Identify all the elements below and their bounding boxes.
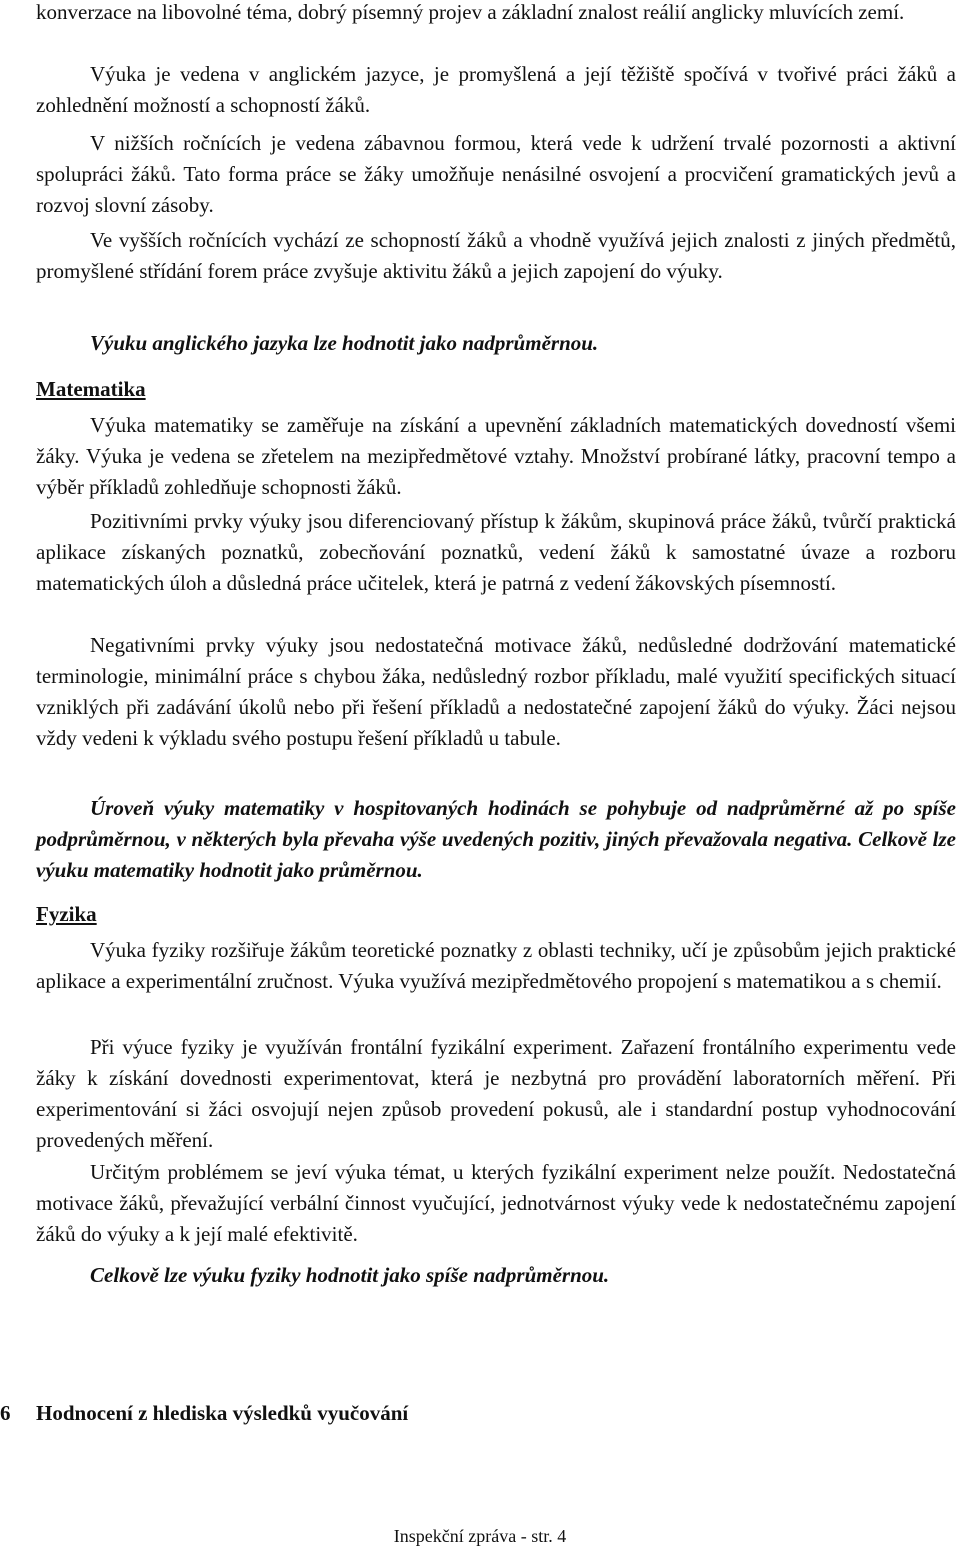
paragraph-physics-1: Výuka fyziky rozšiřuje žákům teoretické poznatky z oblasti techniky, učí je způsobům jejich praktické aplikace a experimentální zručnost. Výuka využívá mezipředmětového propojení s matematikou a s chemií. bbox=[36, 938, 956, 993]
math-summary: Úroveň výuky matematiky v hospitovaných hodinách se pohybuje od nadprůměrné až po spíše podprůměrnou, v některých byla převaha výše uvedených pozitiv, jiných převažovala negativa. Celkově lze výuku matematiky hodnotit jako průměrnou. bbox=[36, 796, 956, 882]
paragraph-math-3: Negativními prvky výuky jsou nedostatečná motivace žáků, nedůsledné dodržování matematické terminologie, minimální práce s chybou žáka, nedůsledný rozbor příkladu, malé využití specifických situací vzniklých při zadávání úkolů nebo při řešení příkladů a nedostatečné zapojení žáků do výuky. Žáci nejsou vždy vedeni k výkladu svého postupu řešení příkladů u tabule. bbox=[36, 633, 956, 750]
physics-summary: Celkově lze výuku fyziky hodnotit jako spíše nadprůměrnou. bbox=[90, 1263, 610, 1287]
paragraph-physics-2: Při výuce fyziky je využíván frontální fyzikální experiment. Zařazení frontálního experimentu vede žáky k získání dovednosti experimentovat, která je nezbytná pro provádění laboratorních měření. Při experimentování si žáci osvojují nejen způsob provedení pokusů, ale i standardní postup vyhodnocování provedených měření. bbox=[36, 1035, 956, 1152]
paragraph-english-3: V nižších ročnících je vedena zábavnou formou, která vede k udržení trvalé pozornosti a aktivní spolupráci žáků. Tato forma práce se žáky umožňuje nenásilné osvojení a procvičení gramatických jevů a rozvoj slovní zásoby. bbox=[36, 131, 956, 217]
paragraph-physics-3: Určitým problémem se jeví výuka témat, u kterých fyzikální experiment nelze použít. Nedostatečná motivace žáků, převažující verbální činnost vyučující, jednotvárnost výuky vede k nedostatečnému zapojení žáků do výuky a k její malé efektivitě. bbox=[36, 1160, 956, 1246]
paragraph-english-1: konverzace na libovolné téma, dobrý písemný projev a základní znalost reálií anglicky mluvících zemí. bbox=[36, 0, 905, 24]
chapter-title: Hodnocení z hlediska výsledků vyučování bbox=[36, 1401, 409, 1425]
page-footer: Inspekční zpráva - str. 4 bbox=[393, 1526, 567, 1546]
paragraph-english-2: Výuka je vedena v anglickém jazyce, je promyšlená a její těžiště spočívá v tvořivé práci žáků a zohlednění možností a schopností žáků. bbox=[36, 62, 956, 117]
paragraph-english-4: Ve vyšších ročnících vychází ze schopností žáků a vhodně využívá jejich znalosti z jiných předmětů, promyšlené střídání forem práce zvyšuje aktivitu žáků a jejich zapojení do výuky. bbox=[36, 228, 956, 283]
heading-matematika: Matematika bbox=[36, 377, 146, 401]
chapter-number: 6 bbox=[0, 1401, 11, 1425]
paragraph-math-1: Výuka matematiky se zaměřuje na získání a upevnění základních matematických dovedností všemi žáky. Výuka je vedena se zřetelem na mezipředmětové vztahy. Množství probírané látky, pracovní tempo a výběr příkladů zohledňuje schopnosti žáků. bbox=[36, 413, 956, 499]
heading-fyzika: Fyzika bbox=[36, 902, 97, 926]
english-summary: Výuku anglického jazyka lze hodnotit jako nadprůměrnou. bbox=[90, 331, 599, 355]
paragraph-math-2: Pozitivními prvky výuky jsou diferenciovaný přístup k žákům, skupinová práce žáků, tvůrčí praktická aplikace získaných poznatků, zobecňování poznatků, vedení žáků k samostatné úvaze a rozboru matematických úloh a důsledná práce učitelek, která je patrná z vedení žákovských písemností. bbox=[36, 509, 956, 595]
